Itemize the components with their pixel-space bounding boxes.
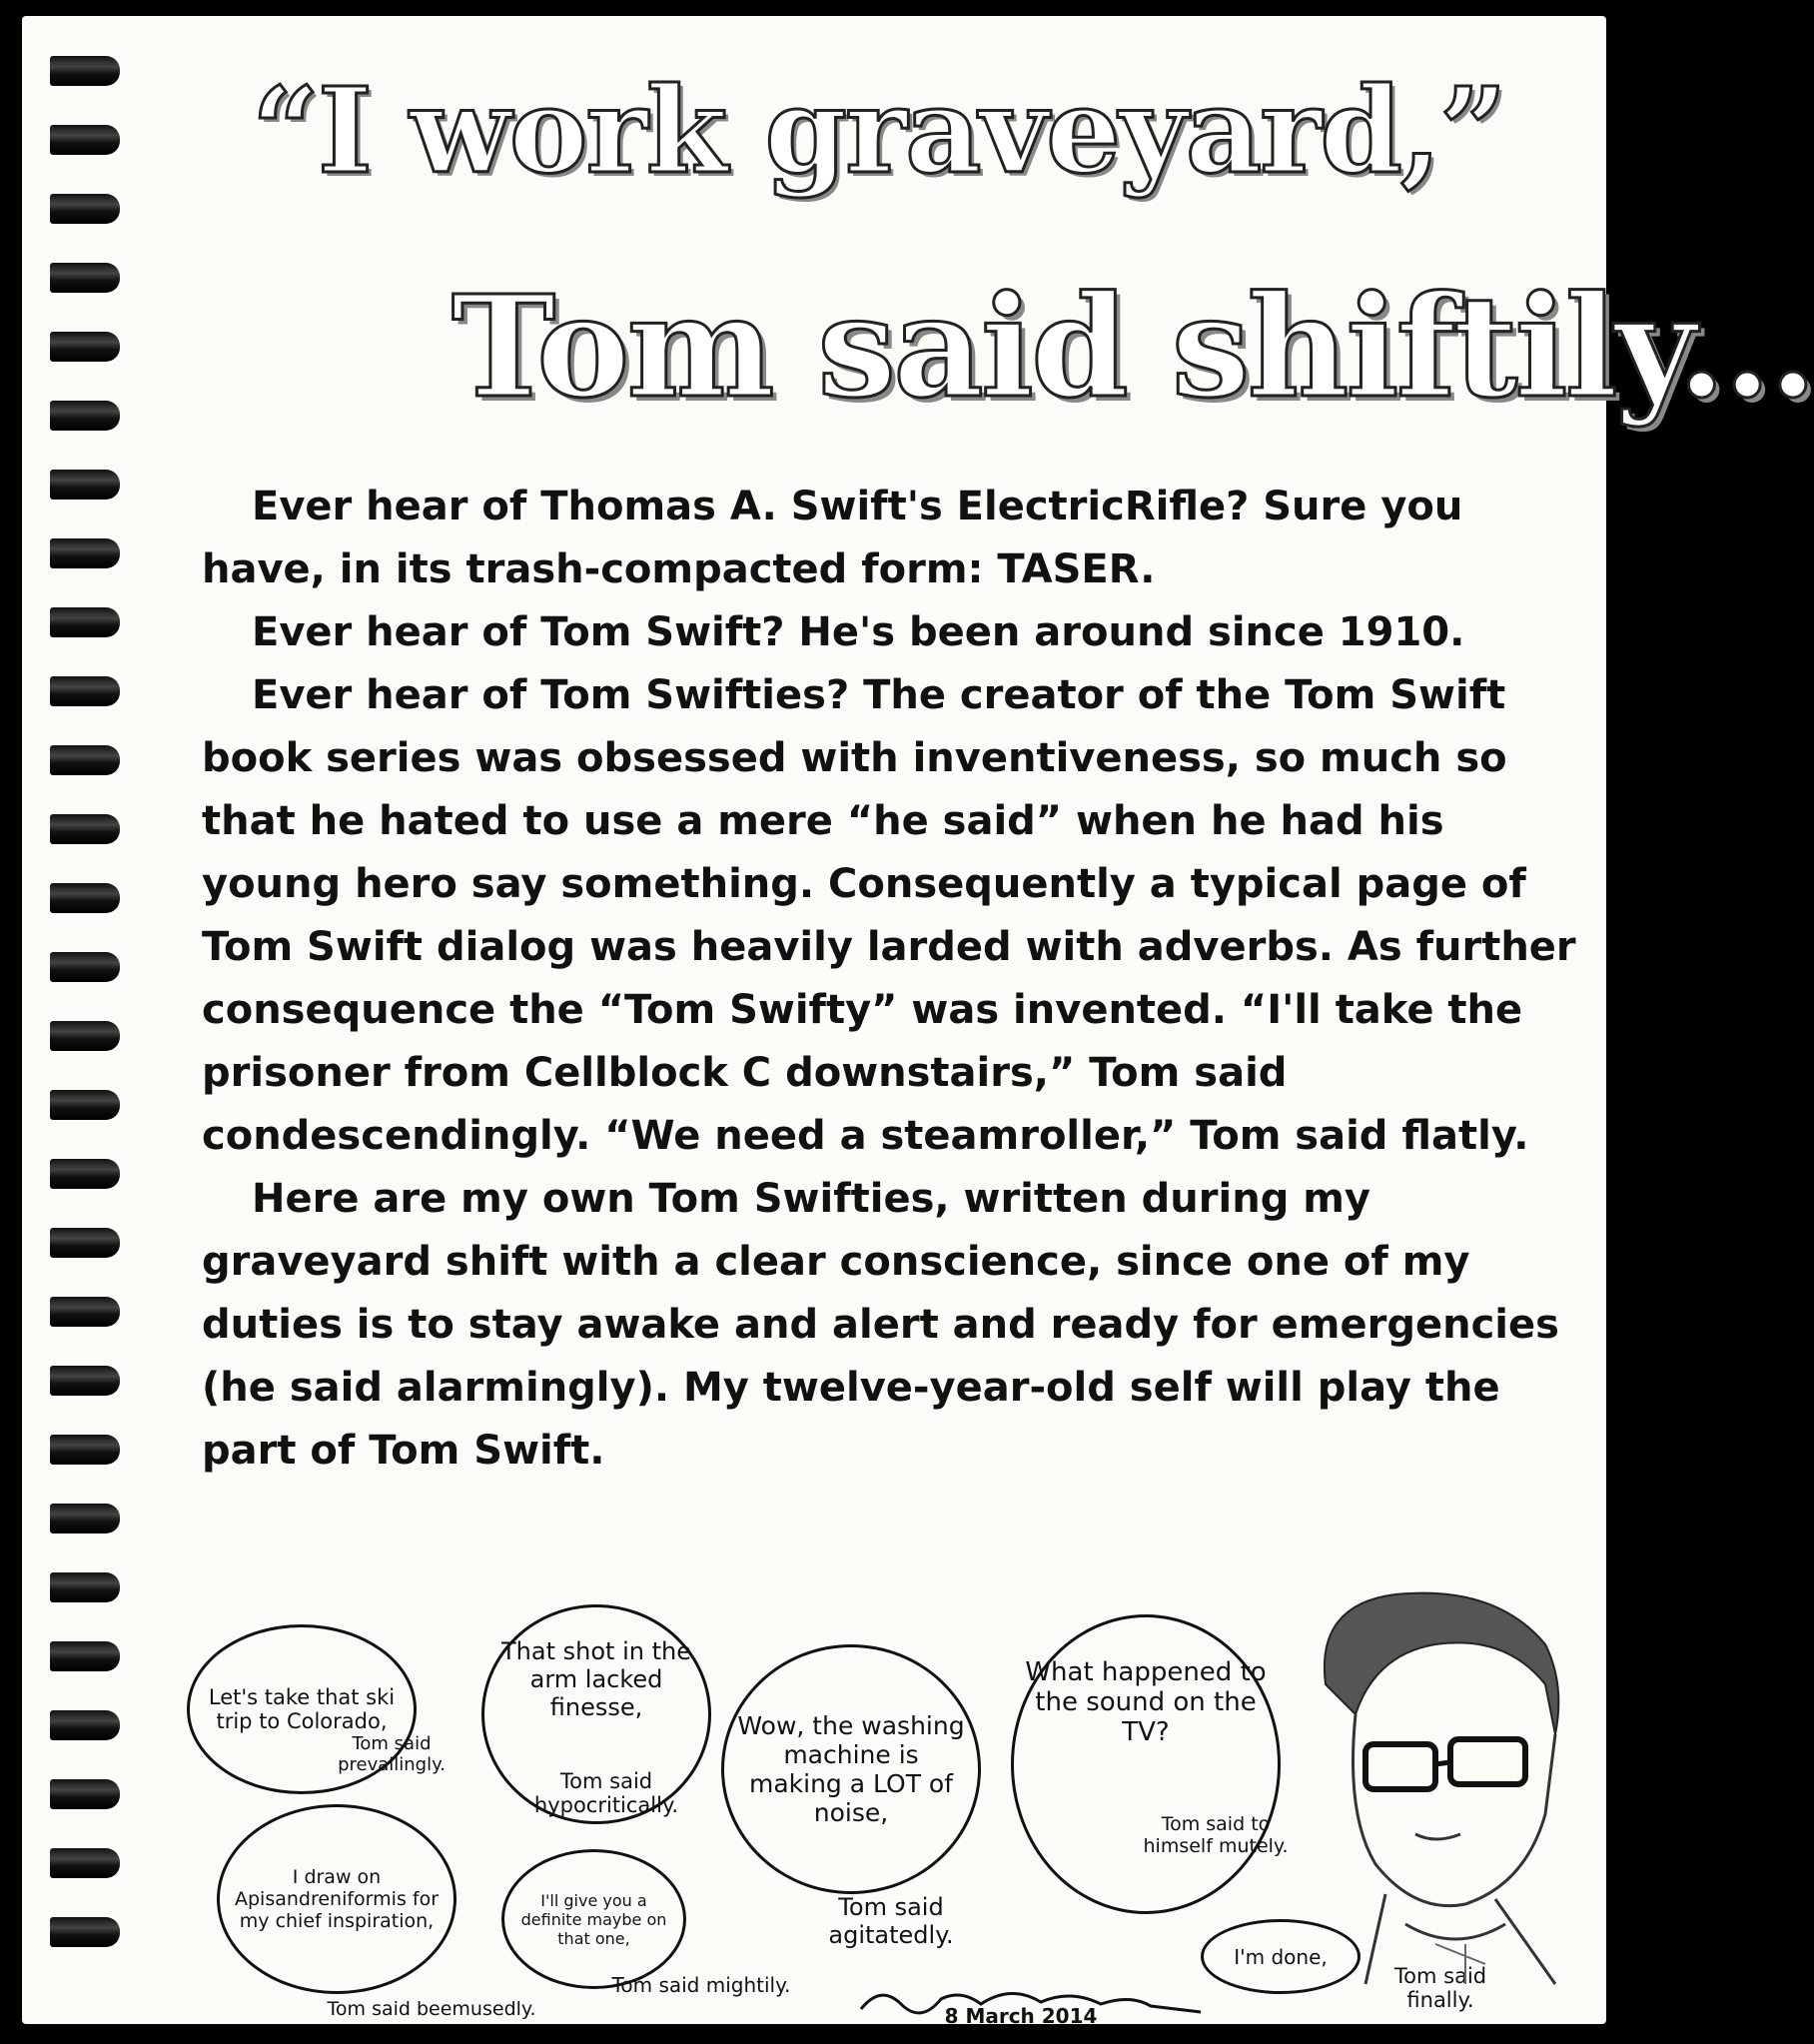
binding-coil (50, 1641, 120, 1671)
bubble-text: Let's take that ski trip to Colorado, (208, 1685, 396, 1733)
sketchbook-page (22, 16, 1814, 2028)
binding-coil (50, 607, 120, 637)
binding-coil (50, 883, 120, 913)
binding-coil (50, 332, 120, 362)
attribution-hypocritically: Tom said hypocritically. (533, 1769, 679, 1818)
attribution-mightily: Tom said mightily. (611, 1973, 791, 1997)
binding-coil (50, 194, 120, 224)
binding-coil (50, 1228, 120, 1258)
bubble-text: I draw on Apisandreniformis for my chief inspiration, (234, 1866, 440, 1932)
bubble-text: What happened to the sound on the TV? (1025, 1657, 1267, 1747)
binding-coil (50, 1779, 120, 1809)
binding-coil (50, 125, 120, 155)
paragraph-taser: Ever hear of Thomas A. Swift's ElectricRifle? Sure you have, in its trash-compacted form: TASER. (202, 484, 1463, 592)
binding-coil (50, 56, 120, 86)
body-text (202, 476, 1580, 1483)
binding-coil (50, 1435, 120, 1465)
attribution-mutely: Tom said to himself mutely. (1143, 1813, 1289, 1857)
binding-coil (50, 263, 120, 293)
paragraph-my-swifties: Here are my own Tom Swifties, written during my graveyard shift with a clear conscience, since one of my duties is to stay awake and alert and ready for emergencies (he said alarmingly). My twelve-year-old self will play the part of Tom Swift. (202, 1176, 1559, 1474)
attribution-beemusedly: Tom said beemusedly. (327, 1998, 536, 2020)
binding-coil (50, 1366, 120, 1396)
signature-date: 8 March 2014 (944, 2004, 1098, 2028)
speech-bubble-washing-machine (721, 1644, 981, 1894)
bubble-text: That shot in the arm lacked finesse, (501, 1637, 691, 1721)
binding-coil (50, 1297, 120, 1327)
bubble-text: Wow, the washing machine is making a LOT of noise, (737, 1711, 965, 1827)
binding-coil (50, 1504, 120, 1533)
binding-coil (50, 1572, 120, 1602)
paragraph-tom-swifties: Ever hear of Tom Swifties? The creator of the Tom Swift book series was obsessed with inventiveness, so much so that he hated to use a mere “he said” when he had his young hero say something. Consequently a typical page of Tom Swift dialog was heavily larded with adverbs. As further consequence the “Tom Swifty” was invented. “I'll take the prisoner from Cellblock C downstairs,” Tom said condescendingly. “We need a steamroller,” Tom said flatly. (202, 672, 1576, 1159)
binding-coil (50, 1848, 120, 1878)
binding-coil (50, 1159, 120, 1189)
attribution-finally: Tom said finally. (1393, 1964, 1487, 2013)
attribution-agitatedly: Tom said agitatedly. (828, 1893, 954, 1949)
title-line-1: “I work graveyard,” (252, 61, 1505, 200)
title-line-2: Tom said shiftily... (452, 266, 1814, 430)
speech-bubble-tv-sound (1011, 1614, 1281, 1914)
binding-coil (50, 1710, 120, 1740)
binding-coil (50, 745, 120, 775)
binding-coil (50, 1021, 120, 1051)
attribution-prevailingly: Tom said prevailingly. (338, 1733, 446, 1775)
binding-coil (50, 1090, 120, 1120)
binding-coil (50, 676, 120, 706)
spiral-binding (22, 56, 132, 2014)
binding-coil (50, 401, 120, 431)
self-portrait-sketch (1266, 1564, 1605, 1984)
speech-bubble-definite-maybe (501, 1849, 686, 1989)
binding-coil (50, 1917, 120, 1947)
binding-coil (50, 814, 120, 844)
binding-coil (50, 952, 120, 982)
binding-coil (50, 470, 120, 500)
binding-coil (50, 538, 120, 568)
paragraph-tom-swift: Ever hear of Tom Swift? He's been around since 1910. (252, 609, 1465, 655)
speech-bubble-apis (217, 1804, 456, 1994)
bubble-text: I'll give you a definite maybe on that one, (520, 1890, 667, 1948)
bubble-text: I'm done, (1234, 1944, 1328, 1969)
